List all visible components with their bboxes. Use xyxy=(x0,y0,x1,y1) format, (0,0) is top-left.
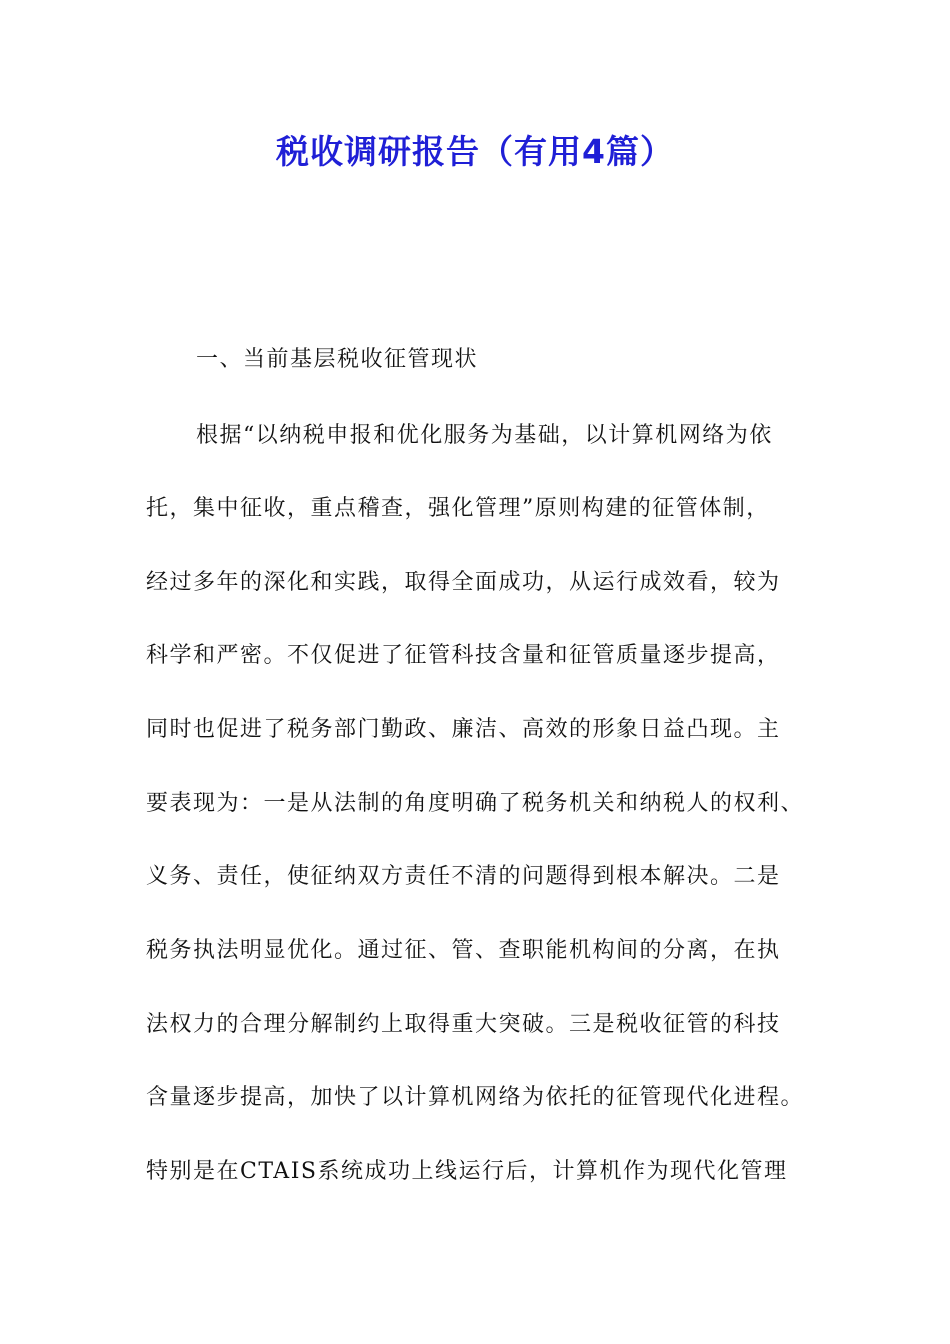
paragraph-line-4: 科学和严密。不仅促进了征管科技含量和征管质量逐步提高， xyxy=(146,643,781,668)
paragraph-line-11: 特别是在CTAIS系统成功上线运行后，计算机作为现代化管理 xyxy=(146,1159,788,1184)
paragraph-line-8: 税务执法明显优化。通过征、管、查职能机构间的分离，在执 xyxy=(146,938,781,963)
paragraph-line-1: 根据“以纳税申报和优化服务为基础，以计算机网络为依 xyxy=(196,423,773,448)
section-heading: 一、当前基层税收征管现状 xyxy=(196,347,479,372)
paragraph-line-10: 含量逐步提高，加快了以计算机网络为依托的征管现代化进程。 xyxy=(146,1085,805,1110)
document-title: 税收调研报告（有用4篇） xyxy=(276,132,674,171)
paragraph-line-5: 同时也促进了税务部门勤政、廉洁、高效的形象日益凸现。主 xyxy=(146,717,781,742)
paragraph-line-2: 托，集中征收，重点稽查，强化管理”原则构建的征管体制， xyxy=(146,496,770,521)
paragraph-line-6: 要表现为：一是从法制的角度明确了税务机关和纳税人的权利、 xyxy=(146,791,805,816)
paragraph-line-3: 经过多年的深化和实践，取得全面成功，从运行成效看，较为 xyxy=(146,570,781,595)
paragraph-line-7: 义务、责任，使征纳双方责任不清的问题得到根本解决。二是 xyxy=(146,864,781,889)
paragraph-line-9: 法权力的合理分解制约上取得重大突破。三是税收征管的科技 xyxy=(146,1012,781,1037)
